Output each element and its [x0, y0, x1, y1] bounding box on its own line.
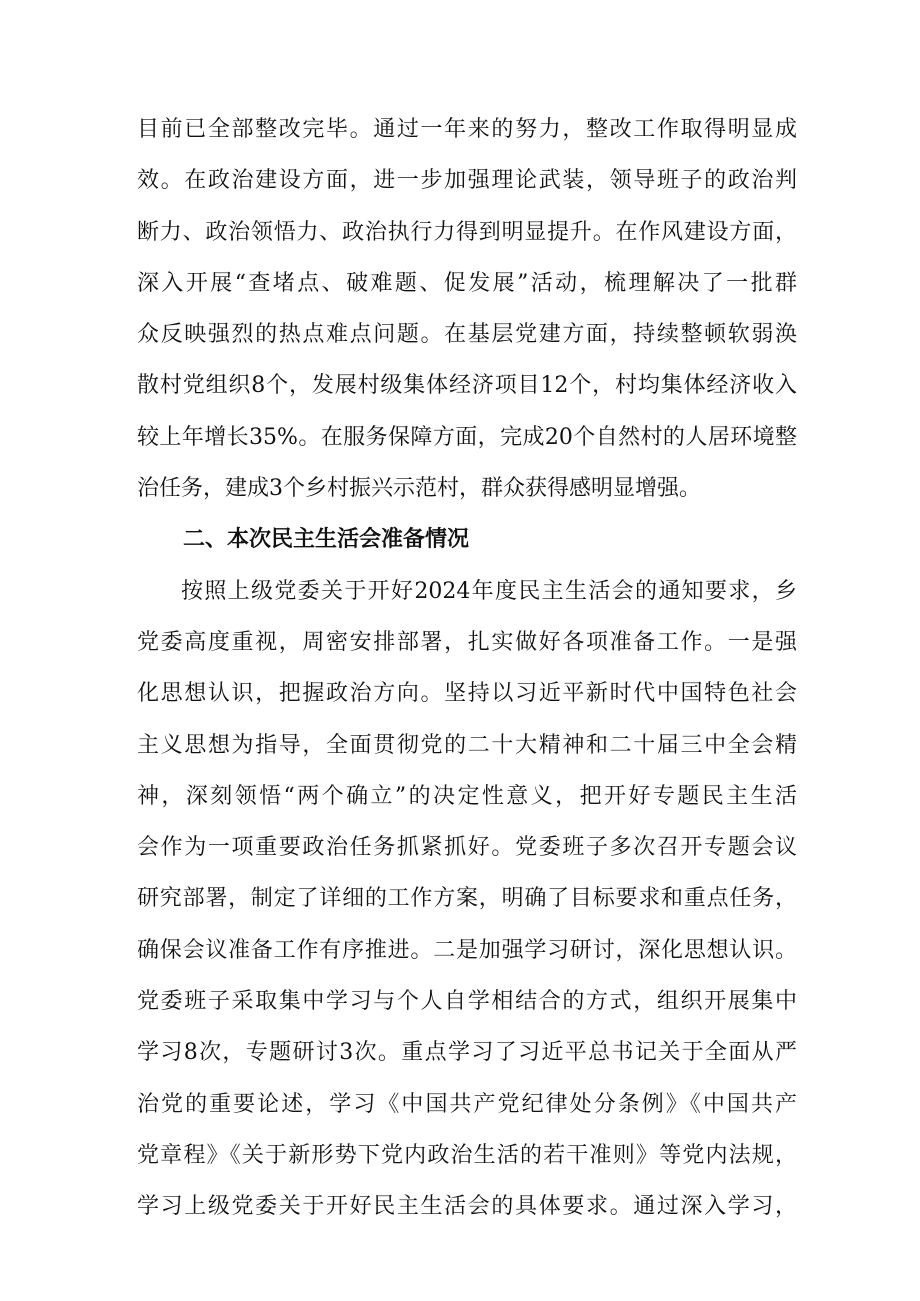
- paragraph-line: 按照上级党委关于开好2024年度民主生活会的通知要求，乡: [181, 578, 797, 604]
- paragraph-line: 会作为一项重要政治任务抓紧抓好。党委班子多次召开专题会议: [137, 835, 797, 861]
- paragraph-line: 效。在政治建设方面，进一步加强理论武装，领导班子的政治判: [137, 168, 797, 194]
- paragraph-line: 治任务，建成3个乡村振兴示范村，群众获得感明显增强。: [137, 476, 701, 502]
- paragraph-line: 众反映强烈的热点难点问题。在基层党建方面，持续整顿软弱涣: [137, 322, 797, 348]
- paragraph-line: 治党的重要论述，学习《中国共产党纪律处分条例》《中国共产: [137, 1091, 797, 1117]
- paragraph-line: 研究部署，制定了详细的工作方案，明确了目标要求和重点任务，: [137, 886, 797, 912]
- paragraph-2: [137, 566, 797, 1233]
- document-body: [137, 104, 797, 1233]
- paragraph-line: 神，深刻领悟“两个确立”的决定性意义，把开好专题民主生活: [137, 783, 797, 809]
- paragraph-line: 党章程》《关于新形势下党内政治生活的若干准则》等党内法规，: [137, 1142, 797, 1168]
- paragraph-line: 学习上级党委关于开好民主生活会的具体要求。通过深入学习，: [137, 1194, 797, 1220]
- paragraph-line: 深入开展“查堵点、破难题、促发展”活动，梳理解决了一批群: [137, 270, 797, 296]
- paragraph-line: 学习8次，专题研讨3次。重点学习了习近平总书记关于全面从严: [137, 1040, 797, 1066]
- paragraph-line: 断力、政治领悟力、政治执行力得到明显提升。在作风建设方面，: [137, 219, 797, 245]
- paragraph-line: 较上年增长35%。在服务保障方面，完成20个自然村的人居环境整: [137, 424, 797, 450]
- paragraph-line: 主义思想为指导，全面贯彻党的二十大精神和二十届三中全会精: [137, 732, 797, 758]
- paragraph-line: 化思想认识，把握政治方向。坚持以习近平新时代中国特色社会: [137, 681, 797, 707]
- section-heading: 二、本次民主生活会准备情况: [183, 527, 470, 553]
- paragraph-line: 目前已全部整改完毕。通过一年来的努力，整改工作取得明显成: [137, 117, 797, 142]
- paragraph-line: 确保会议准备工作有序推进。二是加强学习研讨，深化思想认识。: [137, 937, 797, 963]
- paragraph-1: [137, 104, 797, 514]
- paragraph-line: 党委班子采取集中学习与个人自学相结合的方式，组织开展集中: [137, 989, 797, 1015]
- paragraph-line: 党委高度重视，周密安排部署，扎实做好各项准备工作。一是强: [137, 629, 797, 655]
- paragraph-line: 散村党组织8个，发展村级集体经济项目12个，村均集体经济收入: [137, 373, 797, 399]
